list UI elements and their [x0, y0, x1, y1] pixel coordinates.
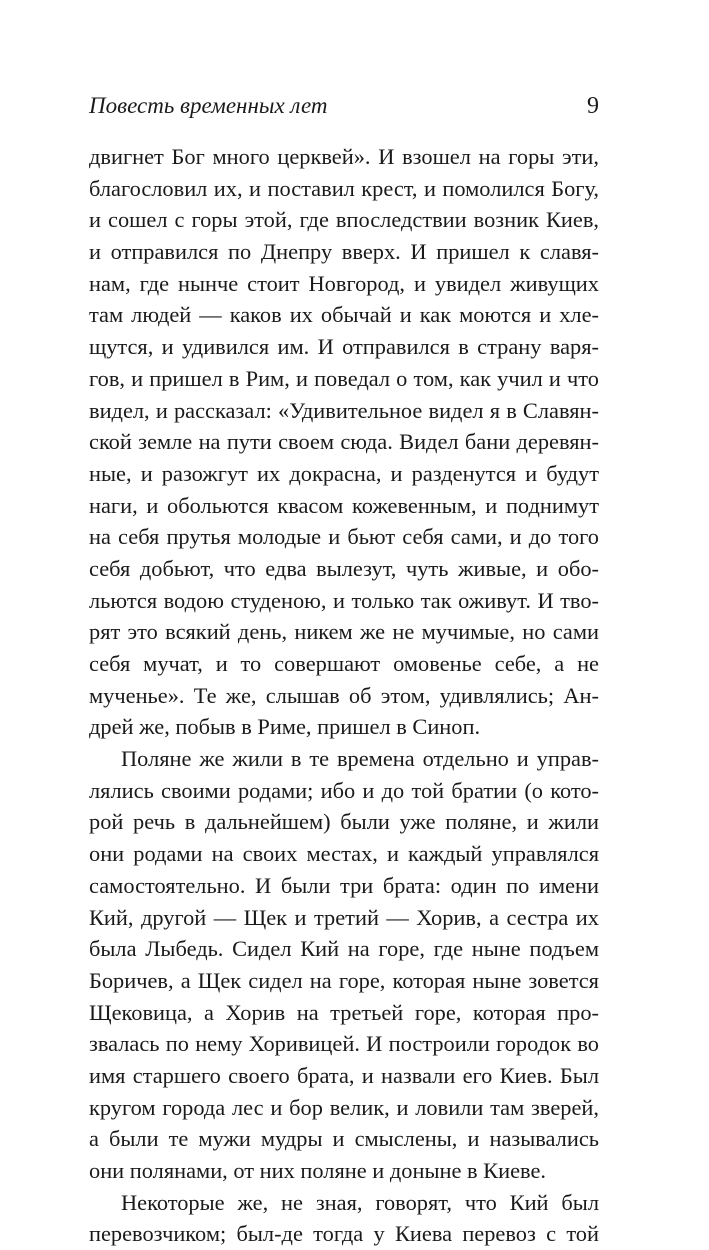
text-line: а были те мужи мудры и смыслены, и назывались: [89, 1126, 599, 1152]
text-line: мученье». Те же, слышав об этом, удивлялись; Ан-: [89, 682, 599, 708]
page-number: 9: [587, 93, 599, 119]
text-line: льются водою студеною, и только так оживут. И тво-: [89, 587, 599, 613]
text-line: они родами на своих местах, и каждый управлялся: [89, 841, 599, 867]
text-line: двигнет Бог много церквей». И взошел на горы эти,: [89, 144, 599, 169]
text-line: на себя прутья молодые и бьют себя сами, и до того: [89, 524, 599, 550]
running-head: [89, 91, 599, 125]
text-line: кругом города лес и бор велик, и ловили там зверей,: [89, 1094, 599, 1120]
text-line: имя старшего своего брата, и назвали его Киев. Был: [89, 1062, 599, 1088]
text-line: они полянами, от них поляне и доныне в Киеве.: [89, 1158, 547, 1183]
text-line: ской земле на пути своем сюда. Видел бани деревян-: [89, 429, 599, 455]
body-text: [89, 141, 599, 1250]
text-line: Кий, другой — Щек и третий — Хорив, а сестра их: [89, 904, 599, 930]
text-line: себя мучат, и то совершают омовенье себе, а не: [89, 651, 599, 676]
text-line: гов, и пришел в Рим, и поведал о том, как учил и что: [89, 365, 599, 391]
text-line: щутся, и удивился им. И отправился в страну варя-: [89, 334, 599, 360]
text-line: лялись своими родами; ибо и до той братии (о кото-: [89, 777, 599, 803]
text-line: Боричев, а Щек сидел на горе, которая ныне зовется: [89, 967, 599, 993]
text-line: и сошел с горы этой, где впоследствии возник Киев,: [89, 207, 599, 233]
paragraph: [89, 141, 599, 743]
text-line: благословил их, и поставил крест, и помолился Богу,: [89, 175, 599, 201]
text-line: себя добьют, что едва вылезут, чуть живые, и обо-: [89, 555, 599, 581]
text-line: самостоятельно. И были три брата: один по имени: [89, 872, 599, 898]
text-line: ные, и разожгут их докрасна, и разденутся и будут: [89, 460, 599, 486]
running-title: Повесть временных лет: [89, 93, 328, 118]
text-line: перевозчиком; был-де тогда у Киева перевоз с той: [89, 1221, 599, 1247]
text-line: Щековица, а Хорив на третьей горе, которая про-: [89, 999, 599, 1025]
text-line: Поляне же жили в те времена отдельно и управ-: [121, 746, 599, 772]
text-line: нам, где нынче стоит Новгород, и увидел живущих: [89, 270, 599, 296]
paragraph: [89, 743, 599, 1187]
text-line: видел, и рассказал: «Удивительное видел я в Славян-: [89, 397, 599, 423]
text-line: рят это всякий день, никем же не мучимые, но сами: [89, 619, 599, 645]
text-line: наги, и обольются квасом кожевенным, и поднимут: [89, 492, 599, 518]
text-line: Некоторые же, не зная, говорят, что Кий был: [121, 1189, 599, 1215]
paragraph: [89, 1187, 599, 1250]
text-line: рой речь в дальнейшем) были уже поляне, и жили: [89, 809, 599, 835]
text-line: была Лыбедь. Сидел Кий на горе, где ныне подъем: [89, 936, 599, 962]
text-line: и отправился по Днепру вверх. И пришел к славя-: [89, 239, 599, 265]
text-line: там людей — каков их обычай и как моются и хле-: [89, 302, 599, 328]
text-line: звалась по нему Хоривицей. И построили городок во: [89, 1031, 599, 1057]
text-line: дрей же, побыв в Риме, пришел в Синоп.: [89, 714, 481, 740]
